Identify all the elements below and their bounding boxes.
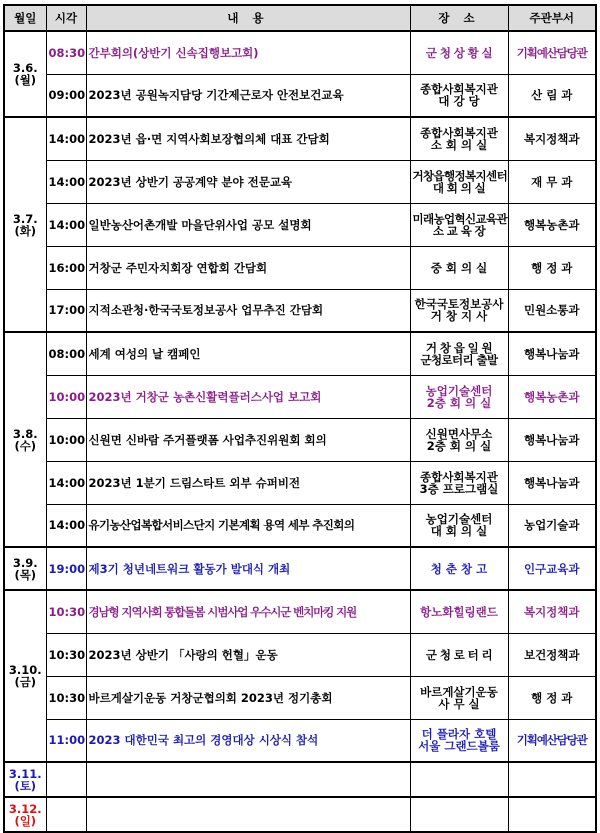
date-label: 3.8.	[12, 426, 38, 441]
content-cell: 경남형 지역사회 통합돌봄 시범사업 우수시군 벤치마킹 지원	[86, 590, 410, 633]
place-cell: 항노화힐링랜드	[410, 590, 508, 633]
content-cell: 2023년 1분기 드림스타트 외부 슈퍼비전	[86, 461, 410, 504]
dept-cell: 보건정책과	[508, 633, 596, 676]
place-cell: 거창읍행정복지센터 대 회 의 실	[410, 160, 508, 203]
dept-cell: 기획예산담당관	[508, 719, 596, 762]
schedule-row	[4, 332, 596, 375]
content-cell: 제3기 청년네트워크 활동가 발대식 개최	[86, 547, 410, 590]
dept-cell: 행복농촌과	[508, 203, 596, 246]
schedule-row	[4, 160, 596, 203]
schedule-row	[4, 246, 596, 289]
time-cell	[46, 797, 86, 832]
header-time: 시각	[46, 5, 86, 31]
content-cell: 일반농산어촌개발 마을단위사업 공모 설명회	[86, 203, 410, 246]
place-cell: 청 춘 창 고	[410, 547, 508, 590]
content-cell: 지적소관청·한국국토정보공사 업무추진 간담회	[86, 289, 410, 332]
weekday-label: (화)	[14, 223, 37, 238]
content-cell: 2023년 공원녹지담당 기간제근로자 안전보건교육	[86, 74, 410, 117]
weekday-label: (토)	[14, 778, 37, 793]
place-cell: 신원면사무소 2층 회 의 실	[410, 418, 508, 461]
date-cell	[4, 117, 46, 332]
place-cell: 바르게살기운동 사 무 실	[410, 676, 508, 719]
time-cell: 16:00	[46, 246, 86, 289]
dept-cell: 행 정 과	[508, 246, 596, 289]
time-cell: 10:30	[46, 633, 86, 676]
weekday-label: (목)	[14, 567, 37, 582]
schedule-row	[4, 719, 596, 762]
time-cell: 14:00	[46, 461, 86, 504]
place-cell: 종합사회복지관 대 강 당	[410, 74, 508, 117]
schedule-row	[4, 74, 596, 117]
time-cell: 14:00	[46, 504, 86, 547]
time-cell	[46, 762, 86, 797]
content-cell: 2023년 읍·면 지역사회보장협의체 대표 간담회	[86, 117, 410, 160]
content-cell	[86, 797, 410, 832]
place-cell: 군 청 상 황 실	[410, 31, 508, 74]
content-cell: 간부회의(상반기 신속집행보고회)	[86, 31, 410, 74]
place-cell: 농업기술센터 2층 회 의 실	[410, 375, 508, 418]
schedule-row	[4, 461, 596, 504]
weekday-label: (금)	[14, 675, 37, 689]
time-cell: 10:30	[46, 676, 86, 719]
weekday-label: (수)	[14, 438, 37, 453]
place-cell: 한국국토정보공사 거 창 지 사	[410, 289, 508, 332]
content-cell: 2023 대한민국 최고의 경영대상 시상식 참석	[86, 719, 410, 762]
schedule-row	[4, 375, 596, 418]
date-label: 3.9.	[12, 555, 38, 570]
schedule-row	[4, 418, 596, 461]
dept-cell: 행복나눔과	[508, 332, 596, 375]
dept-cell	[508, 797, 596, 832]
header-dept: 주관부서	[508, 5, 596, 31]
place-cell: 종합사회복지관 소 회 의 실	[410, 117, 508, 160]
date-cell	[4, 31, 46, 117]
date-label: 3.6.	[12, 61, 38, 75]
schedule-table	[3, 4, 597, 833]
date-label: 3.12.	[8, 801, 42, 816]
date-cell	[4, 332, 46, 547]
time-cell: 09:00	[46, 74, 86, 117]
dept-cell: 재 무 과	[508, 160, 596, 203]
schedule-row	[4, 547, 596, 590]
time-cell: 08:30	[46, 31, 86, 74]
place-cell: 거 창 읍 일 원 군청로터리 출발	[410, 332, 508, 375]
time-cell: 14:00	[46, 117, 86, 160]
weekday-label: (월)	[14, 73, 37, 87]
time-cell: 10:00	[46, 418, 86, 461]
content-cell: 2023년 거창군 농촌신활력플러스사업 보고회	[86, 375, 410, 418]
place-cell: 군 청 로 터 리	[410, 633, 508, 676]
schedule-row	[4, 504, 596, 547]
date-cell	[4, 762, 46, 797]
content-cell: 2023년 상반기 「사랑의 헌혈」운동	[86, 633, 410, 676]
schedule-row	[4, 676, 596, 719]
date-cell	[4, 590, 46, 762]
content-cell: 바르게살기운동 거창군협의회 2023년 정기총회	[86, 676, 410, 719]
schedule-body	[4, 31, 596, 832]
empty-row	[4, 762, 596, 797]
schedule-row	[4, 117, 596, 160]
place-cell: 농업기술센터 대 회 의 실	[410, 504, 508, 547]
date-label: 3.10.	[8, 663, 42, 677]
content-cell: 2023년 상반기 공공계약 분야 전문교육	[86, 160, 410, 203]
dept-cell: 복지정책과	[508, 590, 596, 633]
place-cell: 더 플라자 호텔 서울 그랜드볼룸	[410, 719, 508, 762]
dept-cell: 산 림 과	[508, 74, 596, 117]
time-cell: 19:00	[46, 547, 86, 590]
header-row	[4, 5, 596, 31]
empty-row	[4, 797, 596, 832]
time-cell: 14:00	[46, 203, 86, 246]
header-month-day: 월일	[4, 5, 46, 31]
schedule-row	[4, 31, 596, 74]
content-cell: 신원면 신바람 주거플랫폼 사업추진위원회 회의	[86, 418, 410, 461]
place-cell	[410, 797, 508, 832]
time-cell: 17:00	[46, 289, 86, 332]
dept-cell: 기획예산담당관	[508, 31, 596, 74]
schedule-row	[4, 289, 596, 332]
schedule-row	[4, 633, 596, 676]
schedule-row	[4, 203, 596, 246]
content-cell: 유기농산업복합서비스단지 기본계획 용역 세부 추진회의	[86, 504, 410, 547]
dept-cell: 농업기술과	[508, 504, 596, 547]
dept-cell: 복지정책과	[508, 117, 596, 160]
date-cell	[4, 547, 46, 590]
place-cell: 미래농업혁신교육관 소 교 육 장	[410, 203, 508, 246]
dept-cell: 인구교육과	[508, 547, 596, 590]
time-cell: 08:00	[46, 332, 86, 375]
date-label: 3.11.	[8, 766, 42, 781]
date-cell	[4, 797, 46, 832]
dept-cell: 행복나눔과	[508, 461, 596, 504]
header-content: 내 용	[86, 5, 410, 31]
dept-cell: 민원소통과	[508, 289, 596, 332]
place-cell: 종합사회복지관 3층 프로그램실	[410, 461, 508, 504]
time-cell: 10:00	[46, 375, 86, 418]
place-cell	[410, 762, 508, 797]
dept-cell: 행복농촌과	[508, 375, 596, 418]
dept-cell: 행복나눔과	[508, 418, 596, 461]
content-cell: 거창군 주민자치회장 연합회 간담회	[86, 246, 410, 289]
time-cell: 10:30	[46, 590, 86, 633]
date-label: 3.7.	[12, 211, 38, 226]
dept-cell	[508, 762, 596, 797]
time-cell: 14:00	[46, 160, 86, 203]
header-place: 장 소	[410, 5, 508, 31]
dept-cell: 행 정 과	[508, 676, 596, 719]
content-cell: 세계 여성의 날 캠페인	[86, 332, 410, 375]
time-cell: 11:00	[46, 719, 86, 762]
weekday-label: (일)	[14, 813, 37, 828]
schedule-row	[4, 590, 596, 633]
place-cell: 중 회 의 실	[410, 246, 508, 289]
content-cell	[86, 762, 410, 797]
